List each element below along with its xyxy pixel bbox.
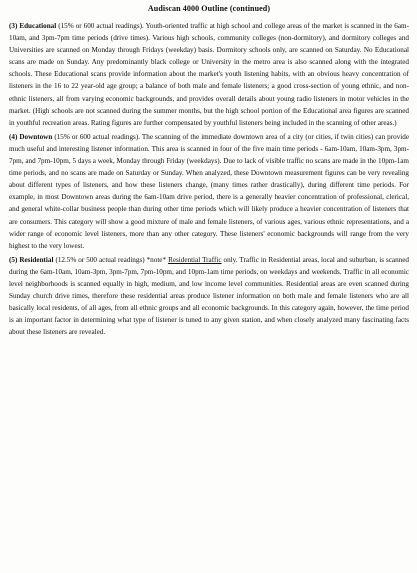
section-downtown: [9, 131, 409, 252]
section-body: only. Traffic in Residential areas, local and suburban, is scanned during the 6am-10am, 10am-3pm, 3pm-7pm, 7pm-10pm, and 10pm-1am time periods, on weekdays and weekends. Traffic in all economic level neighborhoods is scanned equally in high, medium, and low income level communities. Residential areas are even scanned during Sunday church drive times, therefore these residential areas produce listener information on both male and female listeners who are all basically local residents, of all ages, from all ethnic groups and all economic backgrounds. In this category again, however, the time period is an important factor in determining what type of listener is tuned to any given station, and when closely analyzed many fascinating facts about these listeners are revealed.: [9, 255, 409, 337]
section-residential: [9, 254, 409, 339]
section-heading: (4) Downtown: [9, 132, 53, 141]
section-body: (15% or 600 actual readings). Youth-oriented traffic at high school and college areas of the market is scanned in the 6am-10am, and 3pm-7pm time periods (drive times). Various high schools, community colleges (non-dormitory), and dormitory colleges and Universities are scanned on Monday through Fridays (weekday) basis. Dormitory schools only, are scanned on Saturday. No Educational scans are made on Sunday. Any predominantly black college or University in the metro area is also scanned along with the integrated schools. These Educational scans provide information about the market's youth listening habits, with an obvious heavy concentration of listeners in the 16 to 22 year-old age group; a balance of both male and female listeners; a good cross-section of young ethnic, and non-ethnic listeners, all from varying economic backgrounds, and provides overall details about young radio listeners in motor vehicles in the market. (High schools are not scanned during the summer months, but the high school portion of the Educational area figures are scanned in youthful recreation areas. Rating figures are further compensated by youthful listeners being included in the scanning of other areas.): [9, 22, 409, 127]
section-body-intro: (12.5% or 500 actual readings) *note*: [55, 255, 169, 264]
underlined-term: Residential Traffic: [168, 255, 222, 264]
section-educational: [9, 20, 409, 129]
section-body: (15% or 600 actual readings). The scanning of the immediate downtown area of a city (or cities, if twin cities) can provide much useful and interesting listener information. This area is scanned in four of the five main time periods - 6am-10am, 10am-3pm, 3pm-7pm, and 7pm-10pm, 5 days a week, Monday through Friday (weekdays). Due to lack of visible traffic no scans are made in the 10pm-1am time periods, and no scans are made on Saturday or Sunday. When analyzed, these Downtown measurement figures can be very revealing about different types of listeners, and how these listeners change, (many times rather drastically), during different time periods. For example, in most Downtown areas during the 6am-10am drive period, there is a generally heavier concentration of professional, clerical, and general white-collar business people than during other time periods which will likely produce a heavier concentration of listeners that are consumers. This category will show a good mixture of male and female listeners, of various ages, various ethnic representations, and a wider range of economic level listeners, more than any other category. These listeners' economic backgrounds will range from the very highest to the very lowest.: [9, 132, 409, 250]
page-title: Audiscan 4000 Outline (continued): [147, 4, 271, 13]
section-heading: (5) Residential: [9, 255, 54, 264]
section-heading: (3) Educational: [9, 22, 57, 30]
